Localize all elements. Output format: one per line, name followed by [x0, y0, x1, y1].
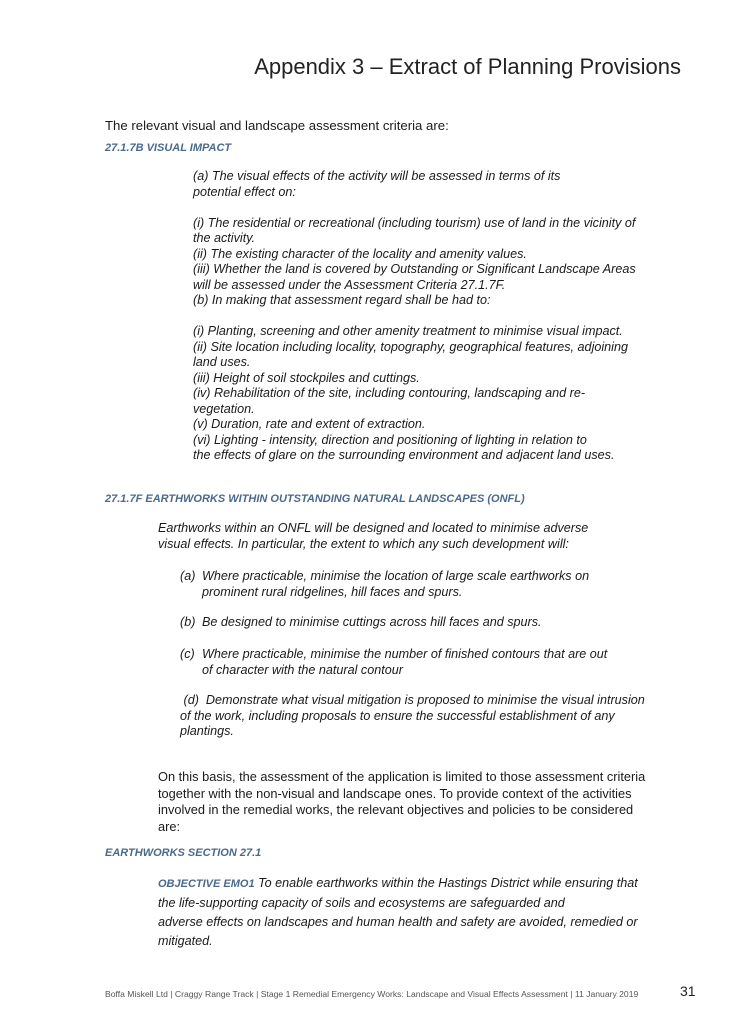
onfl-item-b — [180, 615, 542, 631]
list-text: Be designed to minimise cuttings across hill faces and spurs. — [202, 615, 542, 629]
list-label: (a) — [180, 569, 196, 583]
paragraph-line: are: — [158, 818, 181, 834]
paragraph-line: the life-supporting capacity of soils and ecosystems are safeguarded and — [158, 896, 565, 910]
page-title: Appendix 3 – Extract of Planning Provisions — [254, 54, 681, 79]
paragraph-line: (vi) Lighting - intensity, direction and positioning of lighting in relation to — [193, 432, 587, 447]
paragraph-line: (a) The visual effects of the activity will be assessed in terms of its — [193, 169, 561, 183]
paragraph-line: potential effect on: — [193, 184, 296, 199]
paragraph-line: of the work, including proposals to ensure the successful establishment of any — [180, 708, 615, 723]
paragraph-line: the effects of glare on the surrounding environment and adjacent land uses. — [193, 448, 615, 462]
onfl-intro — [158, 521, 588, 552]
paragraph-line: adverse effects on landscapes and human health and safety are avoided, remedied or — [158, 915, 638, 929]
list-text: prominent rural ridgelines, hill faces and spurs. — [202, 584, 463, 599]
paragraph-line: involved in the remedial works, the relevant objectives and policies to be considered — [158, 802, 634, 817]
visual-impact-criteria — [193, 169, 636, 464]
paragraph-line: land uses. — [193, 355, 251, 369]
paragraph-line: Earthworks within an ONFL will be designed and located to minimise adverse — [158, 521, 589, 535]
paragraph-line: (iii) Whether the land is covered by Outstanding or Significant Landscape Areas — [193, 262, 636, 276]
onfl-item-d — [180, 693, 645, 740]
intro-text: The relevant visual and landscape assessment criteria are: — [105, 118, 449, 133]
paragraph-line: (i) The residential or recreational (including tourism) use of land in the vicinity of — [193, 215, 636, 230]
list-text: Where practicable, minimise the location of large scale earthworks on — [202, 569, 590, 583]
paragraph-line: together with the non-visual and landscape ones. To provide context of the activities — [158, 785, 632, 801]
paragraph-line: the activity. — [193, 231, 256, 245]
section-heading-visual-impact: 27.1.7B VISUAL IMPACT — [105, 142, 232, 154]
onfl-item-c — [180, 647, 607, 678]
list-label: (c) — [180, 647, 195, 661]
list-label: (b) — [180, 615, 196, 629]
page-number: 31 — [680, 983, 696, 999]
paragraph-line: will be assessed under the Assessment Criteria 27.1.7F. — [193, 277, 506, 292]
paragraph-line: (iii) Height of soil stockpiles and cuttings. — [193, 370, 420, 385]
paragraph-line: vegetation. — [193, 401, 255, 416]
paragraph-line: (i) Planting, screening and other amenity treatment to minimise visual impact. — [193, 324, 623, 338]
paragraph-line: (ii) The existing character of the locality and amenity values. — [193, 246, 527, 261]
paragraph-line: visual effects. In particular, the extent to which any such development will: — [158, 536, 569, 551]
paragraph-line: (b) In making that assessment regard shall be had to: — [193, 293, 491, 307]
objective-emo1 — [158, 874, 638, 951]
basis-paragraph — [158, 769, 645, 835]
section-heading-earthworks: EARTHWORKS SECTION 27.1 — [105, 847, 262, 859]
page-footer: Boffa Miskell Ltd | Craggy Range Track | Stage 1 Remedial Emergency Works: Landscape and Visual Effects Assessment | 11 January 2019 — [105, 989, 639, 999]
objective-text: To enable earthworks within the Hastings District while ensuring that — [254, 876, 638, 890]
paragraph-line: On this basis, the assessment of the application is limited to those assessment criteria — [158, 769, 646, 784]
list-text: Where practicable, minimise the number of finished contours that are out — [202, 647, 608, 661]
paragraph-line: plantings. — [180, 724, 234, 738]
section-heading-onfl: 27.1.7F EARTHWORKS WITHIN OUTSTANDING NATURAL LANDSCAPES (ONFL) — [105, 493, 525, 505]
list-text: of character with the natural contour — [202, 662, 403, 677]
onfl-item-a — [180, 569, 589, 600]
paragraph-line: (d) Demonstrate what visual mitigation is proposed to minimise the visual intrusion — [180, 693, 645, 707]
paragraph-line: (iv) Rehabilitation of the site, including contouring, landscaping and re- — [193, 386, 586, 400]
objective-label: OBJECTIVE EMO1 — [158, 878, 255, 890]
paragraph-line: mitigated. — [158, 934, 213, 948]
paragraph-line: (v) Duration, rate and extent of extraction. — [193, 417, 426, 431]
paragraph-line: (ii) Site location including locality, topography, geographical features, adjoining — [193, 339, 628, 354]
